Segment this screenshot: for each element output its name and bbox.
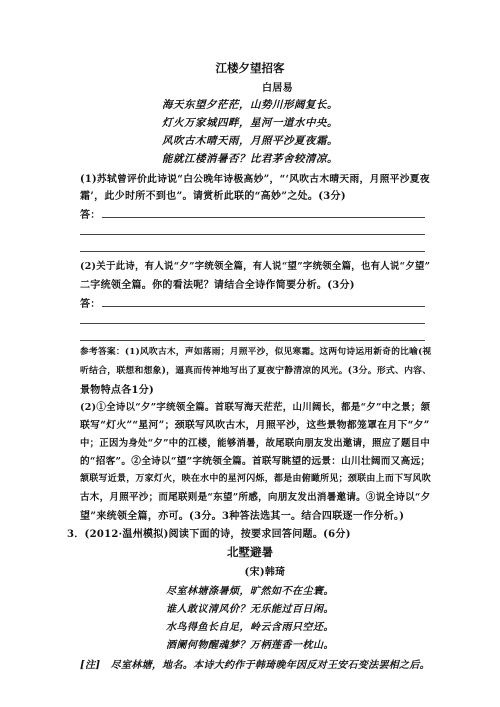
answer-line xyxy=(102,217,425,218)
answer-label: 答： xyxy=(80,299,101,310)
answer-line xyxy=(80,323,425,324)
poem-line: 海天东望夕茫茫，山势川形阔复长。 xyxy=(162,99,338,111)
question-2-text: (2)关于此诗，有人说“夕”字统领全篇，有人说“望”字统领全篇，也有人说“夕望” xyxy=(80,261,431,272)
reference-answer-line: 的“招客”。②全诗以“望”字统领全篇。首联写眺望的远景：山川壮阔而又高远； xyxy=(80,456,431,467)
poem-line: 谁人敢议清风价？无乐能过百日闲。 xyxy=(166,604,334,615)
reference-answer-line: 景物特点各1分) xyxy=(80,385,155,396)
answer-line xyxy=(80,251,425,252)
reference-answer-line: 颔联写近景，万家灯火，映在水中的星河闪烁，都是由俯瞰所见；颈联由上而下写风吹 xyxy=(80,474,432,484)
reference-answer-line: 联写“灯火”“星河”；颈联写风吹古木，月照平沙，这些景物都笼罩在月下“夕” xyxy=(80,420,430,431)
poem-line: 风吹古木晴天雨，月照平沙夏夜霜。 xyxy=(162,135,338,147)
question-1-text: 霜’，此少时所不到也”。请赏析此联的“高妙”之处。(3分) xyxy=(80,191,346,202)
poem-title: 江楼夕望招客 xyxy=(215,61,285,75)
reference-answer-line: 中；正因为身处“夕”中的江楼，能够消暑，故尾联向朋友发出邀请，照应了题目中 xyxy=(80,438,431,449)
answer-label: 答： xyxy=(80,210,101,221)
question-3-intro: 3．(2012·温州模拟)阅读下面的诗，按要求回答问题。(6分) xyxy=(67,529,351,540)
poem-line: 尽室林塘涤暑烦，旷然如不在尘寰。 xyxy=(166,586,334,597)
reference-answer-line: 听结合，联想和想象)，逼真而传神地写出了夏夜宁静清凉的风光。(3分。形式、内容、 xyxy=(80,366,432,376)
answer-line xyxy=(102,306,425,307)
answer-line xyxy=(80,340,425,341)
question-1-text: (1)苏轼曾评价此诗说“白公晚年诗极高妙”，“‘风吹古木晴天雨，月照平沙夏夜 xyxy=(80,174,430,185)
poem-line: 能就江楼消暑否？比君茅舍较清凉。 xyxy=(162,153,338,165)
reference-answer-line: 古木，月照平沙；而尾联则是“东望”所感，向朋友发出消暑邀请。③说全诗以“夕 xyxy=(80,492,431,503)
reference-answer-line: 参考答案：(1)风吹古木，声如落雨；月照平沙，似见寒霜。这两句诗运用新奇的比喻(视 xyxy=(80,347,432,357)
poem-line: 水鸟得鱼长自足，岭云含雨只空还。 xyxy=(166,622,334,633)
poem-line: 酒阑何物醒魂梦？万柄莲香一枕山。 xyxy=(166,640,334,651)
reference-answer-line: 望”来统领全篇，亦可。(3分。3种答法选其一。结合四联逐一作分析。) xyxy=(80,511,405,522)
question-2-text: 二字统领全篇。你的看法呢？请结合全诗作简要分析。(3分) xyxy=(80,280,355,291)
footnote: [注] 尽室林塘，地名。本诗大约作于韩琦晚年因反对王安石变法罢相之后。 xyxy=(80,660,430,671)
poem-title: 北墅避暑 xyxy=(227,545,273,559)
poem-author: (宋)韩琦 xyxy=(244,567,286,578)
poem-author: 白居易 xyxy=(262,83,293,94)
reference-answer-line: (2)①全诗以“夕”字统领全篇。首联写海天茫茫，山川阔长，都是“夕”中之景；颔 xyxy=(80,402,431,413)
poem-line: 灯火万家城四畔，星河一道水中央。 xyxy=(162,117,338,129)
answer-line xyxy=(80,234,425,235)
